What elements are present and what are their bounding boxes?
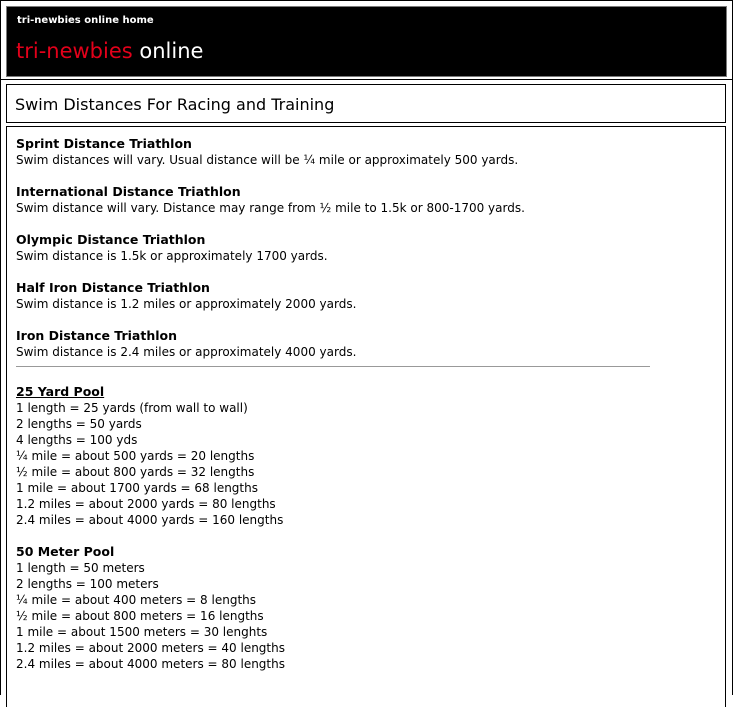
race-desc: Swim distance is 1.2 miles or approximately 2000 yards. [16,297,357,311]
pool-line: 2 lengths = 100 meters [16,577,159,591]
race-item [16,328,650,360]
content-panel [6,126,726,707]
race-item [16,136,650,168]
race-desc: Swim distance is 1.5k or approximately 1700 yards. [16,249,328,263]
brand-name-red: tri-newbies [16,39,133,63]
race-item [16,232,650,264]
page-title: Swim Distances For Racing and Training [15,95,335,114]
divider [1,79,732,80]
race-item [16,280,650,312]
pool-line: 2.4 miles = about 4000 yards = 160 lengths [16,513,284,527]
pool-line: 1 length = 25 yards (from wall to wall) [16,401,248,415]
race-desc: Swim distance will vary. Distance may range from ½ mile to 1.5k or 800-1700 yards. [16,201,525,215]
race-name: International Distance Triathlon [16,184,241,199]
race-name: Iron Distance Triathlon [16,328,177,343]
race-name: Olympic Distance Triathlon [16,232,206,247]
pool-line: ¼ mile = about 500 yards = 20 lengths [16,449,255,463]
pool-line: 2 lengths = 50 yards [16,417,142,431]
pool-50-meter-section [16,544,650,672]
pool-line: ½ mile = about 800 yards = 32 lengths [16,465,255,479]
pool-line: 4 lengths = 100 yds [16,433,138,447]
pool-line: 1 length = 50 meters [16,561,145,575]
race-desc: Swim distance is 2.4 miles or approximately 4000 yards. [16,345,357,359]
title-box [6,84,726,123]
pool-25-yard-section [16,384,650,528]
pool-line: 1.2 miles = about 2000 meters = 40 lengths [16,641,285,655]
home-link[interactable]: tri-newbies online home [17,15,154,26]
pool-title: 50 Meter Pool [16,544,115,559]
brand-name-white: online [132,39,204,63]
content-body [16,136,650,688]
pool-line: 1 mile = about 1700 yards = 68 lengths [16,481,258,495]
pool-line: 1 mile = about 1500 meters = 30 lenghts [16,625,268,639]
race-item [16,184,650,216]
race-name: Sprint Distance Triathlon [16,136,192,151]
horizontal-rule [16,366,650,367]
pool-line: 2.4 miles = about 4000 meters = 80 lengths [16,657,285,671]
race-name: Half Iron Distance Triathlon [16,280,210,295]
pool-line: ½ mile = about 800 meters = 16 lengths [16,609,264,623]
race-desc: Swim distances will vary. Usual distance will be ¼ mile or approximately 500 yards. [16,153,519,167]
pool-title: 25 Yard Pool [16,384,105,399]
site-brand [16,39,203,63]
pool-line: 1.2 miles = about 2000 yards = 80 lengths [16,497,276,511]
pool-line: ¼ mile = about 400 meters = 8 lengths [16,593,257,607]
site-header [6,6,727,77]
